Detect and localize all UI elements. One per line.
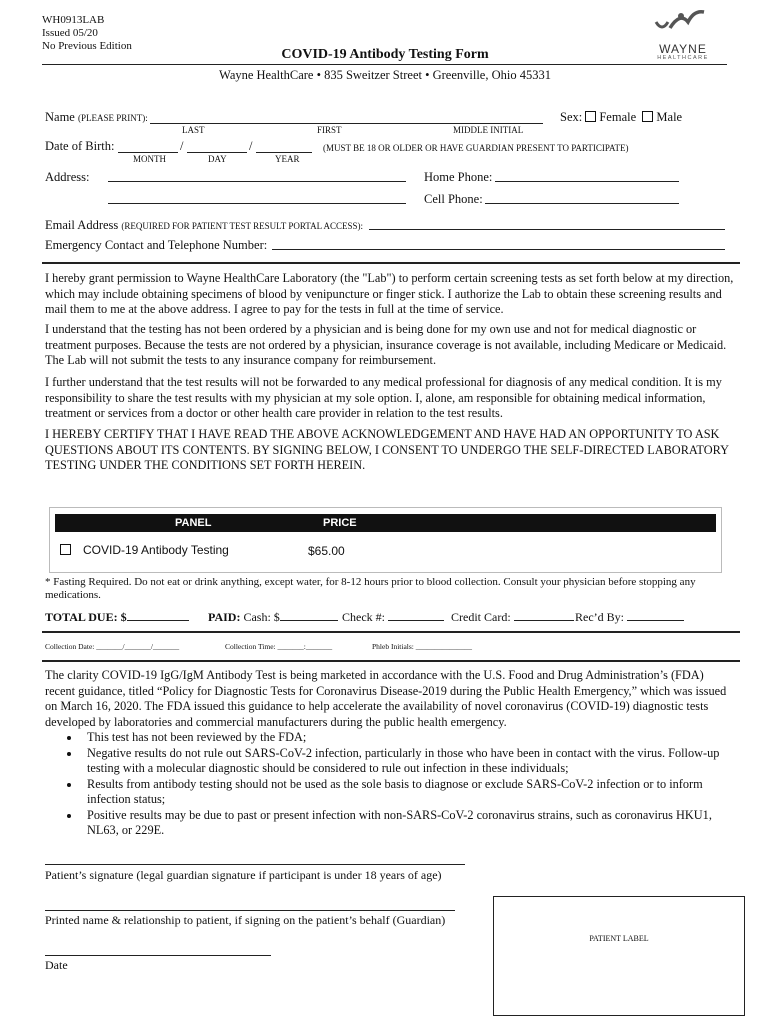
logo-subtitle: HEALTHCARE xyxy=(657,55,709,61)
guardian-name-label: Printed name & relationship to patient, if signing on the patient’s behalf (Guardian) xyxy=(45,913,446,927)
consent-paragraph-3: I further understand that the test results will not be forwarded to any medical professional for diagnosis of any medical condition. It is my responsibility to share the test results with my physician at my sole option. I, alone, am responsible for obtaining medical information, treatment or services from a doctor or other health care provider in relation to the test results. xyxy=(45,375,722,420)
panel-price: $65.00 xyxy=(308,544,345,558)
collection-divider xyxy=(42,660,740,662)
cell-phone-field[interactable] xyxy=(485,203,679,204)
covid-antibody-test-checkbox[interactable] xyxy=(60,544,71,555)
dob-month-field[interactable] xyxy=(118,152,178,153)
guardian-name-field[interactable] xyxy=(45,910,455,911)
email-field[interactable] xyxy=(369,229,725,230)
date-label: Date xyxy=(45,958,68,972)
payment-divider xyxy=(42,631,740,633)
name-field[interactable] xyxy=(150,123,543,124)
emergency-contact-field[interactable] xyxy=(272,249,725,250)
list-item: • This test has not been reviewed by the FDA; xyxy=(81,730,735,746)
female-checkbox[interactable] xyxy=(585,111,596,122)
dob-day-field[interactable] xyxy=(187,152,247,153)
credit-card-group: Credit Card: xyxy=(451,610,574,625)
logo-wordmark: WAYNE xyxy=(659,42,707,56)
cash-field[interactable] xyxy=(280,620,338,621)
panel-column-header: PANEL xyxy=(175,517,212,529)
cell-phone-label: Cell Phone: xyxy=(424,192,483,206)
emergency-contact-label: Emergency Contact and Telephone Number: xyxy=(45,238,268,252)
list-item: • Results from antibody testing should not be used as the sole basis to diagnose or exclude SARS-CoV-2 infection or to inform infection status; xyxy=(81,777,735,808)
patient-label-caption: PATIENT LABEL xyxy=(589,934,649,943)
fasting-note: * Fasting Required. Do not eat or drink anything, except water, for 8-12 hours prior to blood collection. Consult your physician before stopping any medications. xyxy=(45,576,696,601)
home-phone-label: Home Phone: xyxy=(424,170,493,184)
first-name-caption: FIRST xyxy=(317,125,342,135)
credit-card-field[interactable] xyxy=(514,620,574,621)
dob-label: Date of Birth: xyxy=(45,139,115,153)
section-divider xyxy=(42,262,740,264)
list-item: • Positive results may be due to past or present infection with non-SARS-CoV-2 coronavirus strains, such as coronavirus HKU1, NL63, or 229E. xyxy=(81,808,735,839)
last-name-caption: LAST xyxy=(182,125,205,135)
edition-note: No Previous Edition xyxy=(42,40,132,52)
address-label: Address: xyxy=(45,170,90,184)
email-label: Email Address (REQUIRED FOR PATIENT TEST RESULT PORTAL ACCESS): xyxy=(45,218,364,232)
year-caption: YEAR xyxy=(275,154,300,164)
check-number-field[interactable] xyxy=(388,620,444,621)
table-row xyxy=(60,543,229,557)
dob-age-note: (MUST BE 18 OR OLDER OR HAVE GUARDIAN PRESENT TO PARTICIPATE) xyxy=(323,143,629,153)
total-due-field[interactable] xyxy=(127,620,189,621)
day-caption: DAY xyxy=(208,154,227,164)
collection-time[interactable]: Collection Time: _______:_______ xyxy=(225,642,333,651)
paid-group: PAID: Cash: $ xyxy=(208,610,338,625)
consent-paragraph-1: I hereby grant permission to Wayne HealthCare Laboratory (the "Lab") to perform certain screening tests as set forth below at my direction, which may include obtaining specimens of blood by venipuncture or finger stick. I authorize the Lab to obtain these screening results and mail them to me at the above address. I agree to pay for the tests in full at the time of service. xyxy=(45,271,734,316)
form-code: WH0913LAB xyxy=(42,14,105,26)
dob-slash-2: / xyxy=(249,139,253,153)
received-by-field[interactable] xyxy=(627,620,684,621)
logo-swoosh-icon xyxy=(648,8,718,38)
dob-slash-1: / xyxy=(180,139,184,153)
month-caption: MONTH xyxy=(133,154,166,164)
patient-signature-label: Patient’s signature (legal guardian signature if participant is under 18 years of age) xyxy=(45,868,442,882)
patient-label-box xyxy=(493,896,745,1016)
header-divider xyxy=(42,64,727,65)
male-checkbox[interactable] xyxy=(642,111,653,122)
address-line-2-field[interactable] xyxy=(108,203,406,204)
fda-disclaimer xyxy=(45,668,735,839)
received-by-group: Rec’d By: xyxy=(575,610,684,625)
test-panel-table xyxy=(49,507,722,573)
issued-date: Issued 05/20 xyxy=(42,27,98,39)
price-column-header: PRICE xyxy=(323,517,357,529)
facility-address: Wayne HealthCare • 835 Sweitzer Street • Greenville, Ohio 45331 xyxy=(219,68,551,82)
fda-bullet-list xyxy=(45,730,735,839)
form-title: COVID-19 Antibody Testing Form xyxy=(281,47,489,62)
list-item: • Negative results do not rule out SARS-CoV-2 infection, particularly in those who have been in contact with the virus. Follow-up testing with a molecular diagnostic should be considered to rule out infection in these individuals; xyxy=(81,746,735,777)
middle-initial-caption: MIDDLE INITIAL xyxy=(453,125,524,135)
patient-signature-field[interactable] xyxy=(45,864,465,865)
certification-paragraph: I HEREBY CERTIFY THAT I HAVE READ THE ABOVE ACKNOWLEDGEMENT AND HAVE HAD AN OPPORTUNITY TO ASK QUESTIONS ABOUT ITS CONTENTS. BY SIGNING BELOW, I CONSENT TO UNDERGO THE SELF-DIRECTED LABORATORY TESTING UNDER THE CONDITIONS SET FORTH HEREIN. xyxy=(45,427,729,472)
total-due-label: TOTAL DUE: $ xyxy=(45,610,127,624)
check-group: Check #: xyxy=(342,610,444,625)
name-label: Name (PLEASE PRINT): xyxy=(45,110,148,124)
fda-intro: The clarity COVID-19 IgG/IgM Antibody Test is being marketed in accordance with the U.S. Food and Drug Administration’s (FDA) recent guidance, titled “Policy for Diagnostic Tests for Coronavirus Disease-2019 during the Public Health Emergency,” which was issued on March 16, 2020. The FDA issued this guidance to help accelerate the availability of novel coronavirus (COVID-19) diagnostic tests developed by laboratories and commercial manufacturers during the public health emergency. xyxy=(45,668,727,729)
table-header-row xyxy=(55,514,716,532)
sex-selector: Sex: Female Male xyxy=(560,110,683,124)
address-line-1-field[interactable] xyxy=(108,181,406,182)
payment-row xyxy=(45,610,189,625)
collection-date[interactable]: Collection Date: _______/_______/_______ xyxy=(45,642,180,651)
panel-name: COVID-19 Antibody Testing xyxy=(83,543,229,557)
phleb-initials[interactable]: Phleb Initials: _______________ xyxy=(372,642,472,651)
home-phone-field[interactable] xyxy=(495,181,679,182)
date-field[interactable] xyxy=(45,955,271,956)
dob-year-field[interactable] xyxy=(256,152,312,153)
consent-paragraph-2: I understand that the testing has not been ordered by a physician and is being done for my own use and not for medical diagnostic or treatment purposes. Because the tests are not ordered by a physician, insurance coverage is not available, including Medicare or Medicaid. The Lab will not submit the tests to any insurance company for reimbursement. xyxy=(45,322,727,367)
